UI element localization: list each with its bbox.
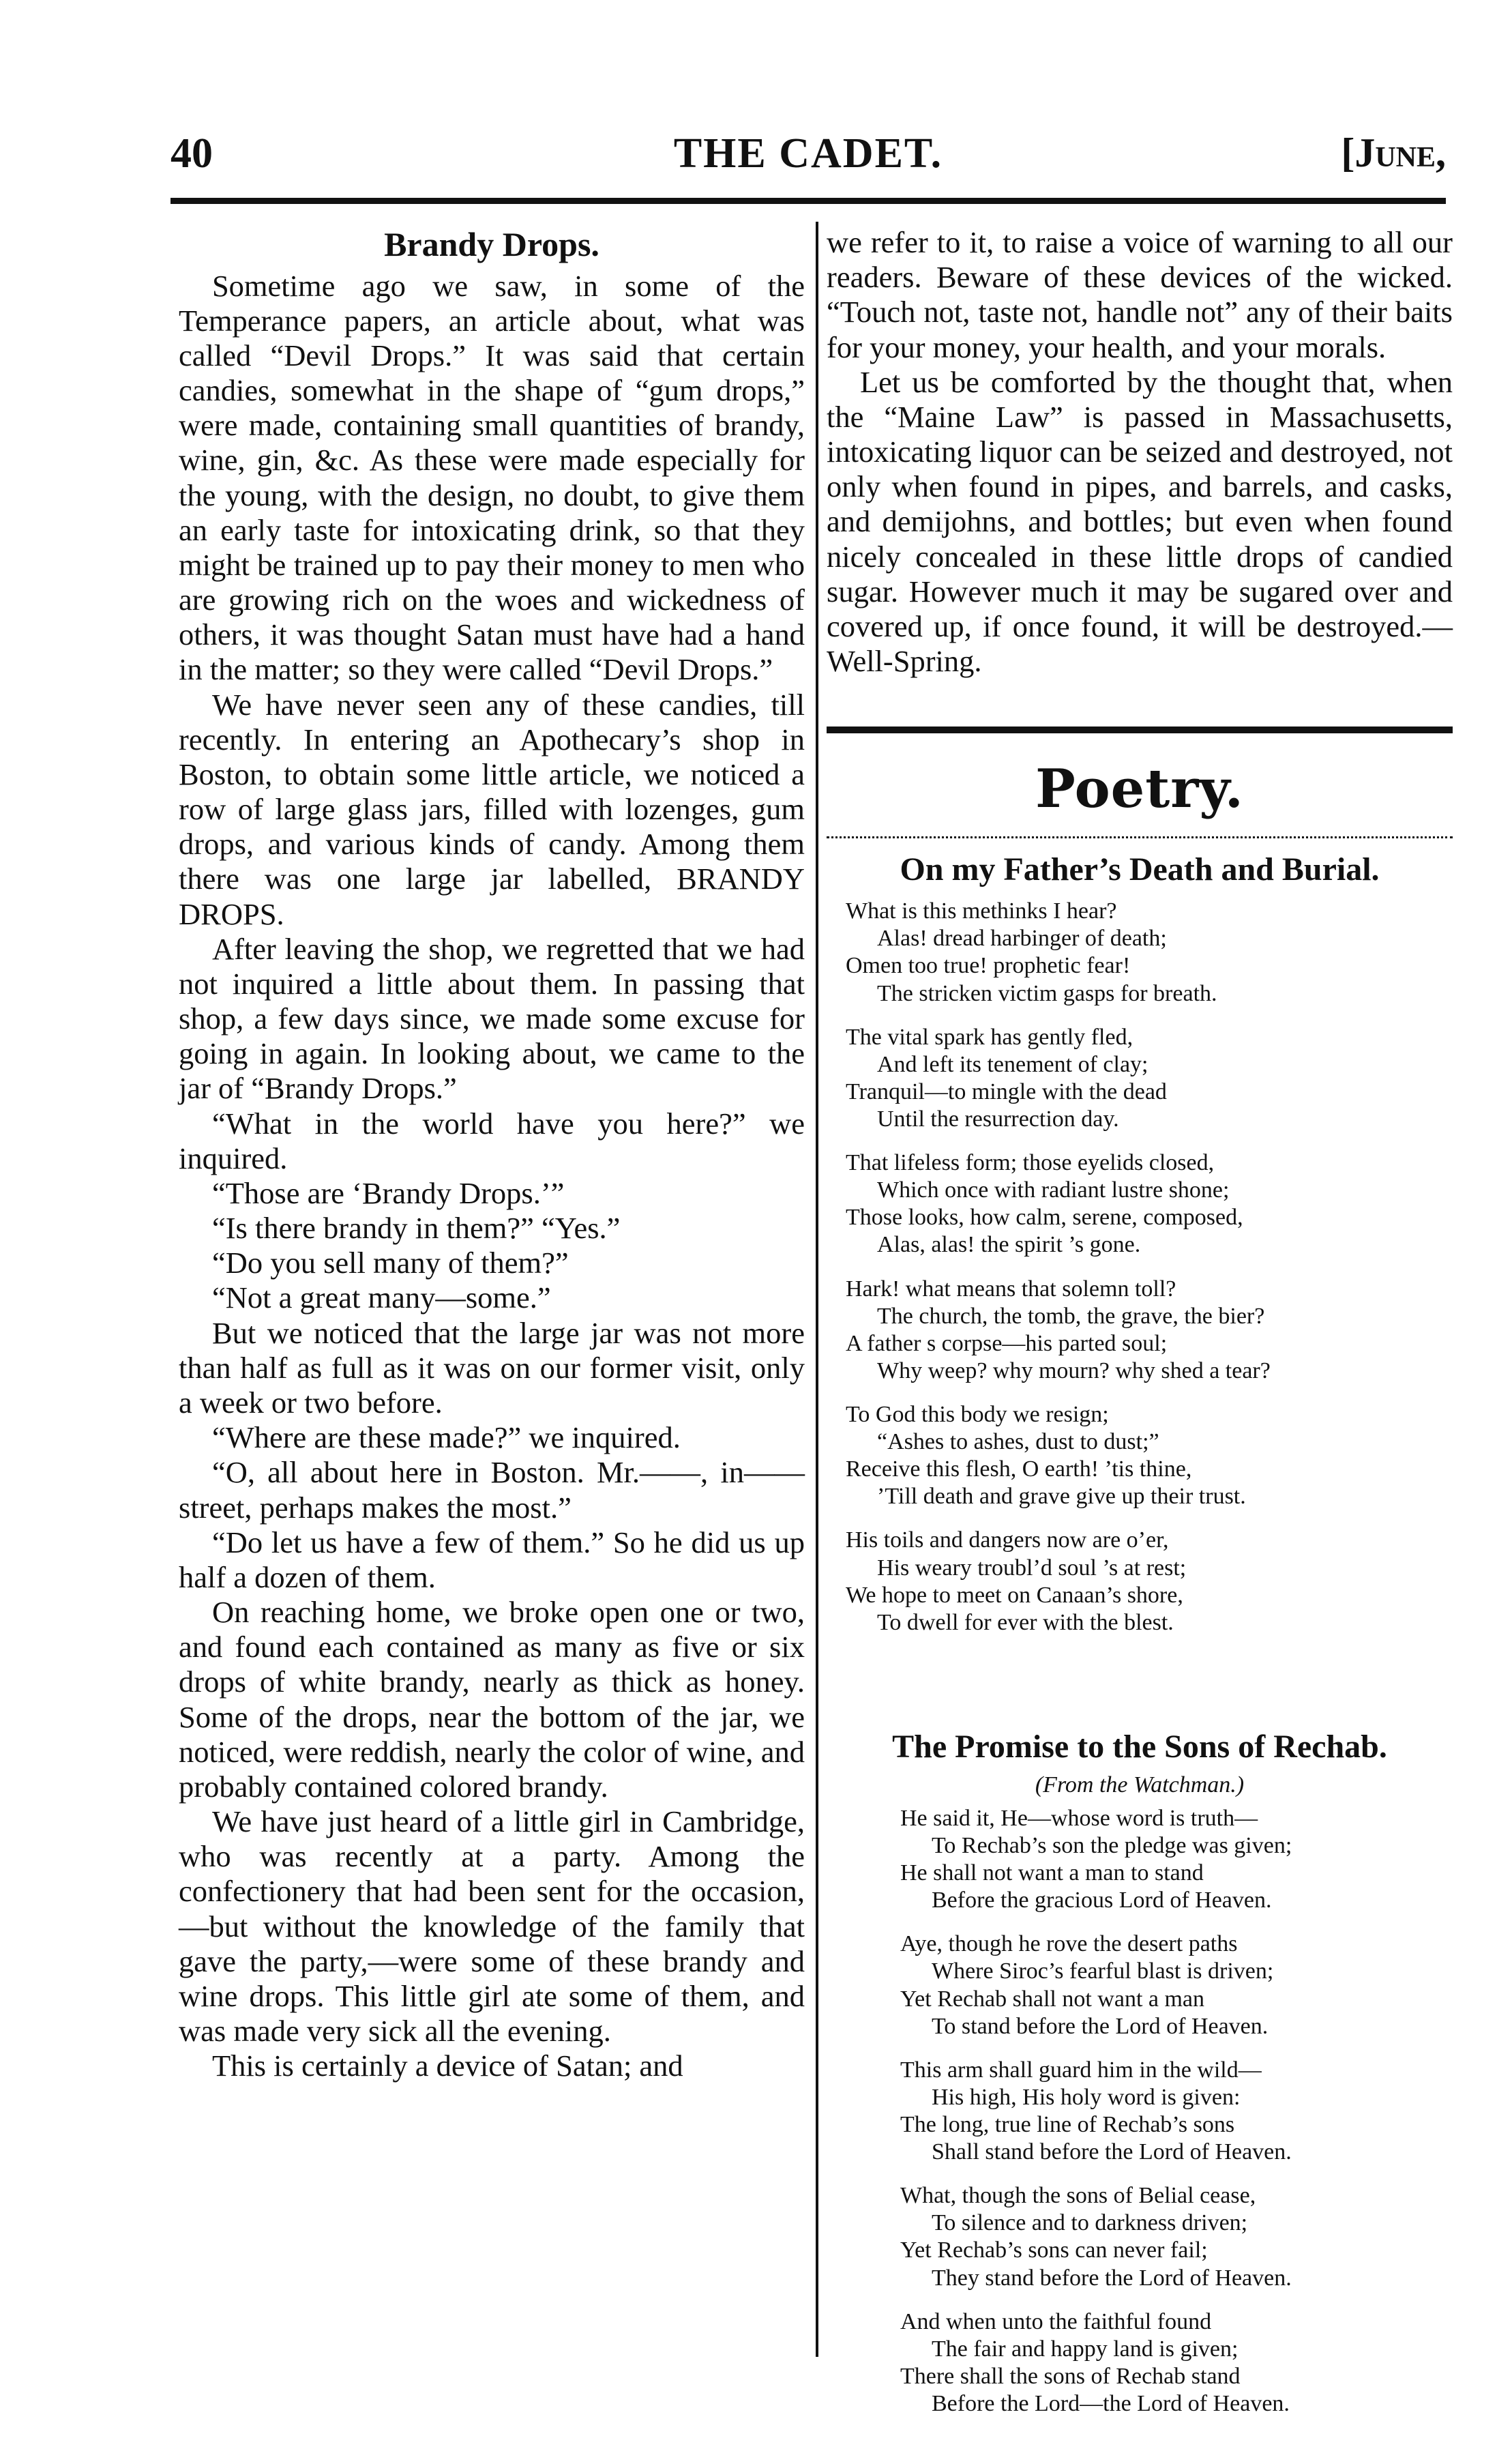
poem-line: His toils and dangers now are o’er, (846, 1527, 1169, 1553)
article-paragraph: “Those are ‘Brandy Drops.’” (211, 1175, 565, 1210)
article-paragraph: “Not a great many—some.” (211, 1280, 551, 1315)
poem-stanza (846, 1805, 1453, 1914)
poem-line: The fair and happy land is given; (932, 2336, 1239, 2362)
wavy-divider (827, 827, 1453, 838)
poem-line: Hark! what means that solemn toll? (846, 1276, 1176, 1302)
poem-title: On my Father’s Death and Burial. (900, 851, 1380, 888)
poem-line: Omen too true! prophetic fear! (846, 953, 1131, 979)
poem-stanza (846, 2308, 1453, 2418)
poem-spacer (827, 1653, 1453, 1728)
poem-stanza (846, 1527, 1453, 1636)
article-body (179, 269, 805, 2084)
poem-stanza (846, 1149, 1453, 1259)
article-paragraph: “Where are these made?” we inquired. (211, 1420, 681, 1455)
poem-source: (From the Watchman.) (1035, 1772, 1245, 1797)
poem-line: His high, His holy word is given: (932, 2084, 1241, 2110)
poem-line: ’Till death and grave give up their trust. (877, 1484, 1246, 1510)
poem-stanza (846, 1931, 1453, 2040)
article-paragraph: We have never seen any of these candies, till recently. In entering an Apothecary’s shop in Boston, to obtain some little article, we noticed a row of large glass jars, filled with lozenges, gum drops, and various kinds of candy. Among them there was one large jar labelled, BRANDY DROPS. (179, 687, 805, 931)
poem-line: There shall the sons of Rechab stand (900, 2363, 1241, 2389)
poem-line: Yet Rechab shall not want a man (900, 1986, 1205, 2012)
page-header (171, 130, 1446, 191)
poem-stanza (846, 1024, 1453, 1133)
article-paragraph: “What in the world have you here?” we inquired. (179, 1106, 805, 1175)
poem-line: He said it, He—whose word is truth— (900, 1805, 1258, 1831)
poem-line: Shall stand before the Lord of Heaven. (932, 2139, 1292, 2165)
poem-line: Yet Rechab’s sons can never fail; (900, 2237, 1208, 2263)
poem-line: Those looks, how calm, serene, composed, (846, 1205, 1243, 1231)
poem-line: To God this body we resign; (846, 1401, 1109, 1427)
column-rule (816, 222, 818, 2357)
article-paragraph: Sometime ago we saw, in some of the Temperance papers, an article about, what was called “Devil Drops.” It was said that certain candies, somewhat in the shape of “gum drops,” were made, containing small quantities of brandy, wine, gin, &c. As these were made especially for the young, with the design, no doubt, to give them an early taste for intoxicating drink, so that they might be trained up to pay their money to men who are growing rich on the woes and wickedness of others, it was thought Satan must have had a hand in the matter; so they were called “Devil Drops.” (179, 268, 805, 687)
article-paragraph: We have just heard of a little girl in Cambridge, who was recently at a party. Among the confectionery that had been sent for the occasion,—but without the knowledge of the family that gave the party,—were some of these brandy and wine drops. This little girl ate some of them, and was made very sick all the evening. (179, 1804, 805, 2049)
poem-line: The stricken victim gasps for breath. (877, 980, 1217, 1006)
poem-line: To silence and to darkness driven; (932, 2210, 1248, 2236)
poem-line: “Ashes to ashes, dust to dust;” (877, 1429, 1159, 1455)
poem-line: Tranquil—to mingle with the dead (846, 1078, 1167, 1104)
article-paragraph: Let us be comforted by the thought that, when the “Maine Law” is passed in Massachusetts, intoxicating liquor can be seized and destroyed, not only when found in pipes, and barrels, and casks, and demijohns, and bottles; but even when found nicely concealed in these little drops of candied sugar. However much it may be sugared over and covered up, if once found, it will be destroyed.—Well-Spring. (827, 364, 1453, 679)
poetry-heading: Poetry. (1035, 758, 1244, 821)
poem-rechab (827, 1805, 1453, 2418)
poem-line: They stand before the Lord of Heaven. (932, 2265, 1292, 2291)
running-title: THE CADET. (673, 130, 943, 177)
article-paragraph: This is certainly a device of Satan; and (211, 2049, 683, 2083)
poem-stanza (846, 898, 1453, 1007)
poem-title: The Promise to the Sons of Rechab. (892, 1728, 1387, 1765)
article-paragraph: But we noticed that the large jar was not more than half as full as it was on our former visit, only a week or two before. (179, 1315, 805, 1420)
issue-month: [June, (1341, 130, 1446, 175)
poem-line: The long, true line of Rechab’s sons (900, 2111, 1235, 2137)
poem-line: The vital spark has gently fled, (846, 1024, 1133, 1050)
poem-line: To Rechab’s son the pledge was given; (932, 1832, 1292, 1858)
poem-line: What is this methinks I hear? (846, 898, 1117, 924)
article-paragraph: “Do let us have a few of them.” So he did us up half a dozen of them. (179, 1525, 805, 1594)
article-continuation (827, 225, 1453, 679)
poem-line: Before the Lord—the Lord of Heaven. (932, 2390, 1290, 2416)
poem-line: Alas, alas! the spirit ’s gone. (877, 1232, 1141, 1258)
poem-father (827, 898, 1453, 1637)
poem-line: Alas! dread harbinger of death; (877, 926, 1167, 952)
poem-line: Until the resurrection day. (877, 1106, 1119, 1132)
poem-stanza (846, 2182, 1453, 2291)
poem-line: Where Siroc’s fearful blast is driven; (932, 1958, 1274, 1984)
article-paragraph: “Is there brandy in them?” “Yes.” (211, 1211, 621, 1246)
poem-stanza (846, 1276, 1453, 1385)
poem-line: The church, the tomb, the grave, the bier? (877, 1303, 1265, 1329)
section-rule (827, 727, 1453, 733)
poem-line: His weary troubl’d soul ’s at rest; (877, 1555, 1187, 1581)
left-column (179, 225, 805, 2083)
poem-line: Which once with radiant lustre shone; (877, 1177, 1230, 1203)
right-column (827, 225, 1453, 2434)
poem-line: That lifeless form; those eyelids closed, (846, 1150, 1215, 1176)
poem-stanza (846, 1401, 1453, 1510)
article-paragraph: After leaving the shop, we regretted that we had not inquired a little about them. In passing that shop, a few days since, we made some excuse for going in again. In looking about, we came to the jar of “Brandy Drops.” (179, 931, 805, 1106)
poem-line: Aye, though he rove the desert paths (900, 1931, 1238, 1957)
poem-line: This arm shall guard him in the wild— (900, 2057, 1262, 2083)
article-title: Brandy Drops. (384, 225, 599, 263)
poem-line: Why weep? why mourn? why shed a tear? (877, 1357, 1271, 1383)
poem-stanza (846, 2057, 1453, 2166)
article-paragraph: we refer to it, to raise a voice of warning to all our readers. Beware of these devices of the wicked. “Touch not, taste not, handle not” any of their baits for your money, your health, and your morals. (827, 225, 1453, 364)
poem-line: Before the gracious Lord of Heaven. (932, 1888, 1272, 1913)
article-paragraph: On reaching home, we broke open one or two, and found each contained as many as five or six drops of white brandy, nearly as thick as honey. Some of the drops, near the bottom of the jar, we noticed, were reddish, nearly the color of wine, and probably contained colored brandy. (179, 1595, 805, 1804)
poem-line: To dwell for ever with the blest. (877, 1609, 1174, 1635)
poem-line: We hope to meet on Canaan’s shore, (846, 1582, 1183, 1608)
poem-line: He shall not want a man to stand (900, 1860, 1204, 1886)
poem-line: To stand before the Lord of Heaven. (932, 2013, 1269, 2039)
poem-line: What, though the sons of Belial cease, (900, 2183, 1256, 2209)
article-paragraph: “Do you sell many of them?” (211, 1246, 569, 1280)
poem-line: And when unto the faithful found (900, 2308, 1212, 2334)
poem-line: And left its tenement of clay; (877, 1051, 1148, 1077)
page-number: 40 (171, 130, 213, 177)
poem-line: A father s corpse—his parted soul; (846, 1330, 1168, 1356)
poem-line: Receive this flesh, O earth! ’tis thine, (846, 1456, 1192, 1482)
article-paragraph: “O, all about here in Boston. Mr.——, in——street, perhaps makes the most.” (179, 1455, 805, 1525)
header-rule (171, 198, 1446, 204)
